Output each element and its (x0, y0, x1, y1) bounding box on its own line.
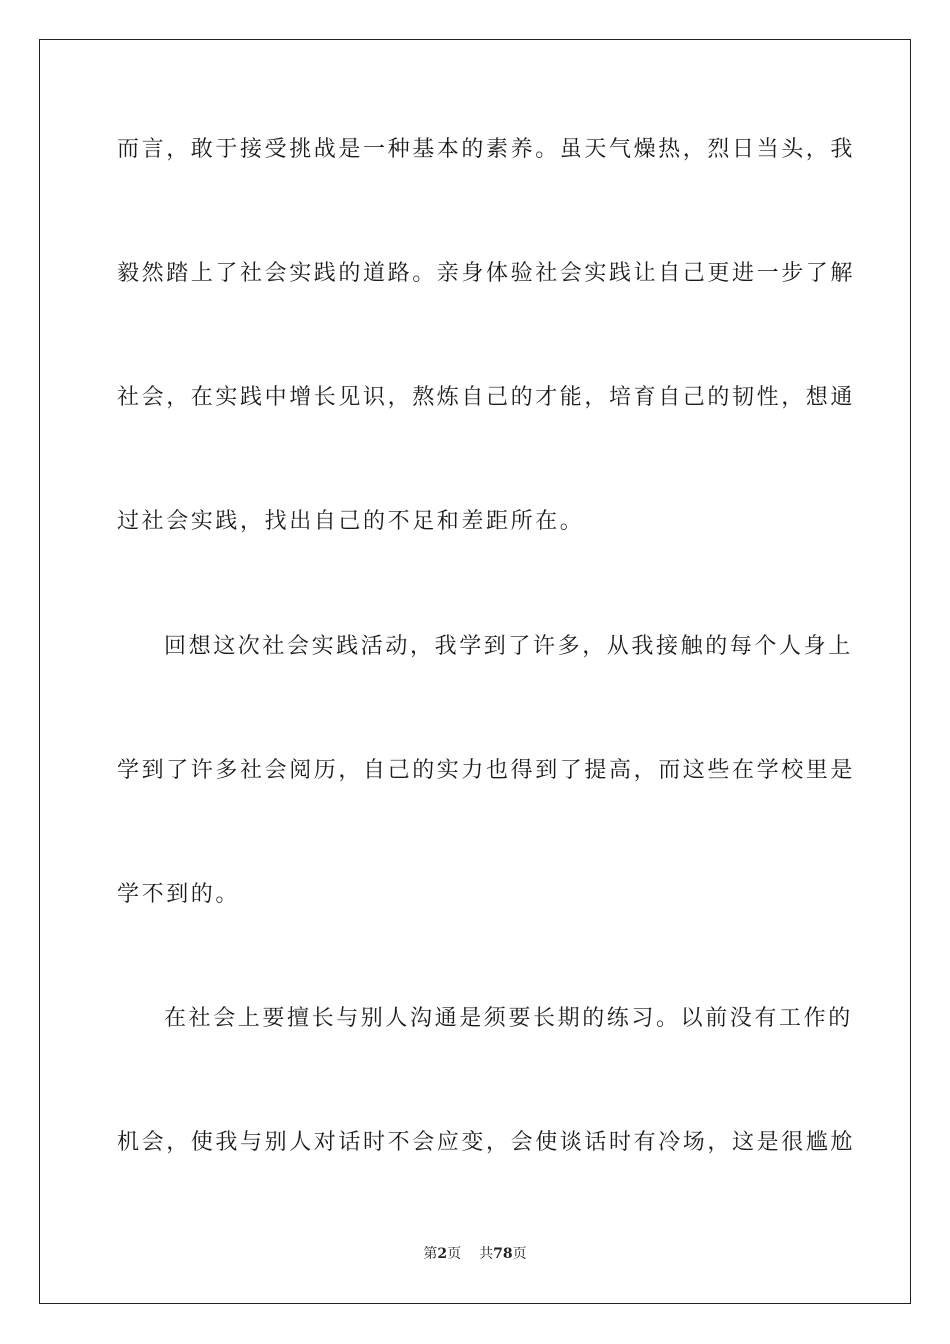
page-prefix: 第 (423, 1246, 438, 1262)
page-number: 2 (437, 1246, 448, 1262)
text-line-5-paragraph-start: 回想这次社会实践活动，我学到了许多，从我接触的每个人身上 (164, 634, 853, 659)
text-line-1: 而言，敢于接受挑战是一种基本的素养。虽天气燥热，烈日当头，我 (117, 137, 856, 162)
text-line-8-paragraph-start: 在社会上要擅长与别人沟通是须要长期的练习。以前没有工作的 (164, 1006, 853, 1031)
text-line-4: 过社会实践，找出自己的不足和差距所在。 (117, 509, 585, 534)
total-prefix: 共 (479, 1246, 494, 1262)
page-footer (0, 1244, 950, 1264)
total-pages: 78 (493, 1246, 513, 1262)
total-suffix: 页 (512, 1246, 527, 1262)
text-line-3: 社会，在实践中增长见识，熬炼自己的才能，培育自己的韧性，想通 (117, 385, 856, 410)
page-suffix: 页 (447, 1246, 462, 1262)
text-line-6: 学到了许多社会阅历，自己的实力也得到了提高，而这些在学校里是 (117, 758, 856, 783)
page-border (39, 39, 911, 1304)
text-line-2: 毅然踏上了社会实践的道路。亲身体验社会实践让自己更进一步了解 (117, 261, 856, 286)
text-line-7: 学不到的。 (117, 882, 241, 907)
text-line-9: 机会，使我与别人对话时不会应变，会使谈话时有冷场，这是很尴尬 (117, 1130, 856, 1155)
